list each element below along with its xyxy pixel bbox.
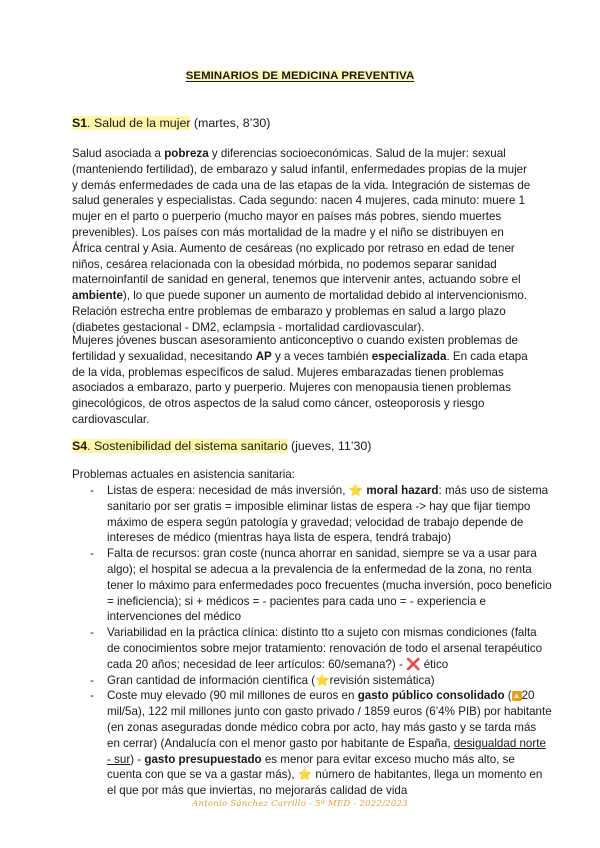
text-run: ético <box>420 657 449 671</box>
text-run: ( <box>504 689 512 703</box>
problems-list <box>72 483 552 799</box>
text-run: es menor para evitar exceso mucho más alto, se cuenta con que se va a gastar más), <box>107 752 515 782</box>
section-heading-s1-label: S1. Salud de la mujer <box>72 116 191 130</box>
star-icon: ⭐ <box>315 673 330 687</box>
text-run: Falta de recursos: gran coste (nunca ahorrar en sanidad, siempre se va a usar para algo); el hospital se adecua a la prevalencia de la enfermedad de la zona, no renta tener lo máximo para enfermedades poco frecuentes (mucha inversión, poco beneficio = ineficiencia); si + médicos = - pacientes para cada uno = - experiencia e intervenciones del médico <box>107 547 552 624</box>
text-run: y a veces también <box>271 349 372 363</box>
problem-item <box>72 688 552 799</box>
text-run: Variabilidad en la práctica clínica: distinto tto a sujeto con mismas condiciones (falta de conocimientos sobre mejor tratamiento: renovación de todo el arsenal terapéutico cada 20 años; necesidad de leer artículos: 60/semana?) - <box>107 626 543 671</box>
section-name: Salud de la mujer <box>94 116 191 130</box>
problems-intro: Problemas actuales en asistencia sanitaria: <box>72 468 295 481</box>
section-heading-s1 <box>72 116 270 130</box>
section-heading-s4 <box>72 439 371 453</box>
document-title <box>0 70 600 82</box>
problem-item <box>72 483 552 546</box>
bullet-dash: - <box>90 484 94 497</box>
section-heading-s4-label: S4. Sostenibilidad del sistema sanitario <box>72 439 288 453</box>
section-number: S1 <box>72 116 88 130</box>
bullet-dash: - <box>90 689 94 703</box>
text-run: Salud asociada a <box>72 147 165 160</box>
star-icon: ⭐ <box>348 484 364 497</box>
section-number: S4 <box>72 439 88 453</box>
text-run: y diferencias socioeconómicas. Salud de la mujer: sexual (manteniendo fertilidad), de embarazo y salud infantil, enfermedades propias de la mujer y demás enfermedades de cada una de las etapas de la vida. Integración de sistemas de salud generales y especialistas. Cada segundo: nacen 4 mujeres, cada minuto: muere 1 mujer en el parto o puerperio (mucho mayor en países más pobres, siendo muertes prevenibles). Los países con más mortalidad de la madre y el niño se distribuyen en África central y Asia. Aumento de cesáreas (no explicado por retraso en edad de tener niños, cesárea relacionada con la obesidad mórbida, no podemos separar sanidad maternoinfantil de sanidad en general, tenemos que intervenir antes, actuando sobre el <box>72 147 531 287</box>
bold-text: ambiente <box>72 289 123 303</box>
section-name: Sostenibilidad del sistema sanitario <box>94 439 288 453</box>
section-schedule: (jueves, 11’30) <box>287 439 372 453</box>
footer-signature: Antonio Sánchez Carrillo - 5º MED - 2022/2023 <box>192 799 408 809</box>
problem-item <box>72 546 552 625</box>
bullet-dash: - <box>90 626 94 640</box>
text-run: : más uso de sistema sanitario por ser gratis = imposible eliminar listas de espera -> hay que fijar tiempo máximo de espera según patología y gravedad; velocidad de trabajo depende de intereses de médico (mientras haya lista de espera, tendrá trabajo) <box>107 484 549 545</box>
bold-text: pobreza <box>164 147 209 160</box>
text-run: Coste muy elevado (90 mil millones de euros en <box>107 689 358 703</box>
text-run: 20 mil/5a), 122 mil millones junto con gasto privado / 1859 euros (6’4% PIB) por habitante (en zonas aseguradas donde médico cobra por acto, hay más gasto y se tarda más en cerrar) (Andalucía con el menor gasto por habitante de España, <box>107 689 552 750</box>
bold-text: AP <box>255 349 272 363</box>
text-run: Mujeres jóvenes buscan asesoramiento anticonceptivo o cuando existen problemas de fertilidad y sexualidad, necesitando <box>72 334 518 363</box>
text-run: ) - <box>130 752 145 766</box>
text-run: Gran cantidad de información científica ( <box>107 673 316 687</box>
bold-text: gasto presupuestado <box>144 752 262 766</box>
bold-text: gasto público consolidado <box>357 689 505 703</box>
paragraph-s1-1 <box>72 146 532 336</box>
problem-item <box>72 673 552 689</box>
text-run: Listas de espera: necesidad de más inversión, <box>107 484 349 497</box>
text-run: . En cada etapa de la vida, problemas específicos de salud. Mujeres embarazadas tienen problemas asociados a embarazo, parto y puerperio. Mujeres con menopausia tienen problemas ginecológicos, de otros aspectos de la salud como cáncer, osteoporosis y riesgo cardiovascular. <box>72 349 528 426</box>
text-run: ), lo que puede suponer un aumento de mortalidad debido al intervencionismo. Relación estrecha entre problemas de embarazo y problemas en salud a largo plazo (diabetes gestacional - DM2, eclampsia - mortalidad cardiovascular). <box>72 289 528 334</box>
document-title-text: SEMINARIOS DE MEDICINA PREVENTIVA <box>185 70 415 82</box>
bullet-dash: - <box>90 547 94 561</box>
bullet-dash: - <box>90 673 94 687</box>
star-icon: ⭐ <box>297 768 313 782</box>
text-run: número de habitantes, llega un momento en el que por más que inviertas, no mejorarás calidad de vida <box>107 768 543 798</box>
bold-text: moral hazard <box>363 484 439 497</box>
text-run: desigualdad norte - sur <box>107 736 546 766</box>
warning-icon: ▲ <box>512 691 521 701</box>
problem-item <box>72 625 552 672</box>
paragraph-s1-2 <box>72 333 532 428</box>
bold-text: especializada <box>371 349 447 363</box>
cross-icon: ❌ <box>406 657 421 671</box>
section-schedule: (martes, 8’30) <box>190 116 271 130</box>
text-run: revisión sistemática) <box>329 673 435 687</box>
